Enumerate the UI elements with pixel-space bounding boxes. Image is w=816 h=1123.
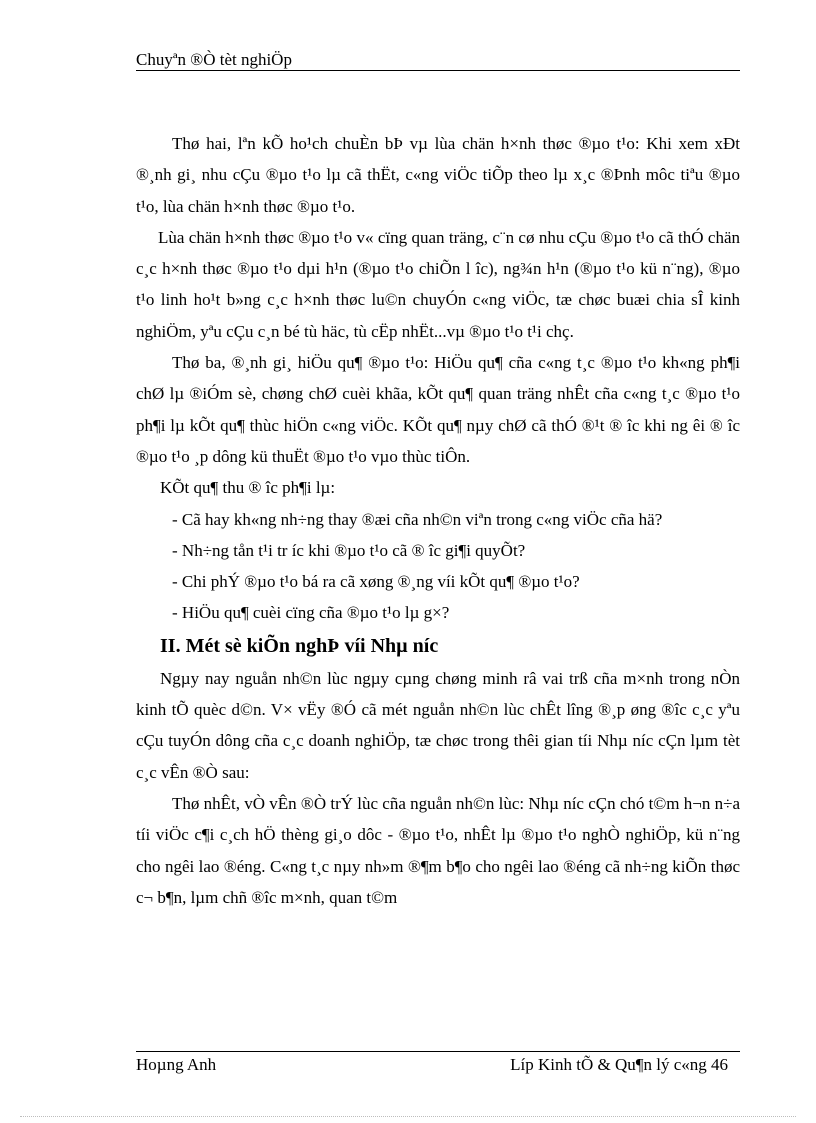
paragraph-human-resources: Ngµy nay nguån nh©n lùc ngµy cµng chøng minh râ vai trß cña m×nh trong nÒn kinh tÕ quèc d©n. V× vËy ®Ó cã mét nguån nh©n lùc chÊt lîng ®¸p øng ®îc c¸c yªu cÇu tuyÓn dông cña c¸c doanh nghiÖp, tæ chøc trong thêi gian tíi Nhµ níc cÇn lµm tèt c¸c vÊn ®Ò sau: [136,668,740,782]
paragraph-training-form: Lùa chän h×nh thøc ®µo t¹o v« cïng quan träng, c¨n cø nhu cÇu ®µo t¹o cã thÓ chän c¸c h×nh thøc ®µo t¹o dµi h¹n (®µo t¹o chiÕn l îc), ng¾n h¹n (®µo t¹o kü n¨ng), ®µo t¹o linh ho¹t b»ng c¸c h×nh thøc lu©n chuyÓn c«ng viÖc, tæ chøc buæi chia sÎ kinh nghiÖm, yªu cÇu c¸n bé tù häc, tù cËp nhËt...vµ ®µo t¹o t¹i chç. [136,227,740,341]
paragraph-training-plan: Thø hai, lªn kÕ ho¹ch chuÈn bÞ vµ lùa chän h×nh thøc ®µo t¹o: Khi xem xÐt ®¸nh gi¸ nhu cÇu ®µo t¹o lµ cã thËt, c«ng viÖc tiÕp theo lµ x¸c ®Þnh môc tiªu ®µo t¹o, lùa chän h×nh thøc ®µo t¹o. [136,134,740,216]
bullet-item: - HiÖu qu¶ cuèi cïng cña ®µo t¹o lµ g×? [172,603,450,623]
paragraph-results-intro: KÕt qu¶ thu ® îc ph¶i lµ: [160,478,336,498]
header-divider [136,70,740,71]
section-heading: II. Mét sè kiÕn nghÞ víi Nhµ níc [160,634,439,657]
paragraph-first-issue: Thø nhÊt, vÒ vÊn ®Ò trÝ lùc cña nguån nh©n lùc: Nhµ níc cÇn chó t©m h¬n n÷a tíi viÖc c¶i c¸ch hÖ thèng gi¸o dôc - ®µo t¹o, nhÊt lµ ®µo t¹o nghÒ nghiÖp, kü n¨ng cho ngêi lao ®éng. C«ng t¸c nµy nh»m ®¶m b¶o cho ngêi lao ®éng cã nh÷ng kiÕn thøc c¬ b¶n, lµm chñ ®îc m×nh, quan t©m [136,793,740,907]
footer-author: Hoµng Anh [136,1055,217,1074]
page-bottom-edge [20,1116,796,1117]
footer-class-page: Líp Kinh tÕ & Qu¶n lý c«ng 46 [510,1055,728,1074]
bullet-item: - Nh÷ng tån t¹i tr íc khi ®µo t¹o cã ® îc gi¶i quyÕt? [172,540,526,560]
document-body [136,128,740,913]
page-header-title: Chuyªn ®Ò tèt nghiÖp [136,50,292,69]
paragraph-training-evaluation: Thø ba, ®¸nh gi¸ hiÖu qu¶ ®µo t¹o: HiÖu qu¶ cña c«ng t¸c ®µo t¹o kh«ng ph¶i chØ lµ ®iÓm sè, chøng chØ cuèi khãa, kÕt qu¶ quan träng nhÊt cña c«ng t¸c ®µo t¹o ph¶i lµ kÕt qu¶ thùc hiÖn c«ng viÖc. KÕt qu¶ nµy chØ cã thÓ ®¹t ® îc khi ng êi ® îc ®µo t¹o ¸p dông kü thuËt ®µo t¹o vµo thùc tiÔn. [136,353,740,466]
bullet-item: - Chi phÝ ®µo t¹o bá ra cã xøng ®¸ng víi kÕt qu¶ ®µo t¹o? [172,572,580,592]
bullet-item: - Cã hay kh«ng nh÷ng thay ®æi cña nh©n viªn trong c«ng viÖc cña hä? [172,509,663,529]
footer-divider [136,1051,740,1052]
